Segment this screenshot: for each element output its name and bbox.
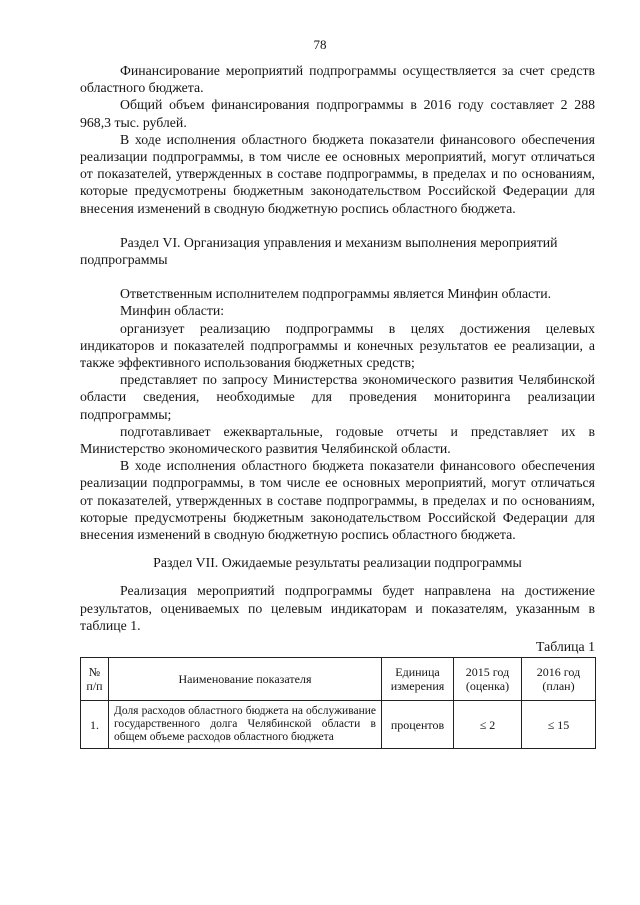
header-unit: Единица измерения <box>382 658 454 701</box>
indicators-table <box>80 657 596 749</box>
cell-2016: ≤ 15 <box>522 701 596 749</box>
paragraph-responsible-executor: Ответственным исполнителем подпрограммы является Минфин области. <box>120 286 552 302</box>
header-2015: 2015 год (оценка) <box>454 658 522 701</box>
section-7-heading: Раздел VII. Ожидаемые результаты реализации подпрограммы <box>153 555 522 571</box>
document-body <box>80 62 595 749</box>
cell-unit: процентов <box>382 701 454 749</box>
table-header-row <box>81 658 596 701</box>
paragraph-budget-deviation: В ходе исполнения областного бюджета показатели финансового обеспечения реализации подпрограммы, в том числе ее основных мероприятий, могут отличаться от показателей, утвержденных в составе подпрограммы, в пределах и по основаниям, которые предусмотрены бюджетным законодательством Российской Федерации для внесения изменений в сводную бюджетную роспись областного бюджета. <box>80 131 595 216</box>
paragraph-budget-deviation-2: В ходе исполнения областного бюджета показатели финансового обеспечения реализации подпрограммы, в том числе ее основных мероприятий, могут отличаться от показателей, утвержденных в составе подпрограммы, в пределах и по основаниям, которые предусмотрены бюджетным законодательством Российской Федерации для внесения изменений в сводную бюджетную роспись областного бюджета. <box>80 458 595 543</box>
paragraph-presents: представляет по запросу Министерства экономического развития Челябинской области сведения, необходимые для проведения мониторинга реализации подпрограммы; <box>80 372 595 422</box>
cell-num: 1. <box>81 701 109 749</box>
paragraph-financing-source: Финансирование мероприятий подпрограммы осуществляется за счет средств областного бюджета. <box>80 63 595 96</box>
paragraph-prepares-reports: подготавливает ежеквартальные, годовые отчеты и представляет их в Министерство экономического развития Челябинской области. <box>80 423 595 457</box>
header-num: № п/п <box>81 658 109 701</box>
paragraph-expected-results: Реализация мероприятий подпрограммы будет направлена на достижение результатов, оцениваемых по целевым индикаторам и показателям, указанным в таблице 1. <box>80 583 595 633</box>
paragraph-financing-total: Общий объем финансирования подпрограммы в 2016 году составляет 2 288 968,3 тыс. рублей. <box>80 97 595 130</box>
page-number: 78 <box>313 37 327 52</box>
header-2016: 2016 год (план) <box>522 658 596 701</box>
table-row <box>81 701 596 749</box>
table-caption: Таблица 1 <box>535 639 595 655</box>
header-name: Наименование показателя <box>109 658 382 701</box>
paragraph-minfin-label: Минфин области: <box>120 303 225 319</box>
section-6-heading: Раздел VI. Организация управления и механизм выполнения мероприятий подпрограммы <box>80 234 558 268</box>
cell-name: Доля расходов областного бюджета на обслуживание государственного долга Челябинской области в общем объеме расходов областного бюджета <box>109 701 382 749</box>
paragraph-organizes: организует реализацию подпрограммы в целях достижения целевых индикаторов и показателей подпрограммы и конечных результатов ее реализации, а также эффективного использования бюджетных средств; <box>80 320 595 371</box>
cell-2015: ≤ 2 <box>454 701 522 749</box>
